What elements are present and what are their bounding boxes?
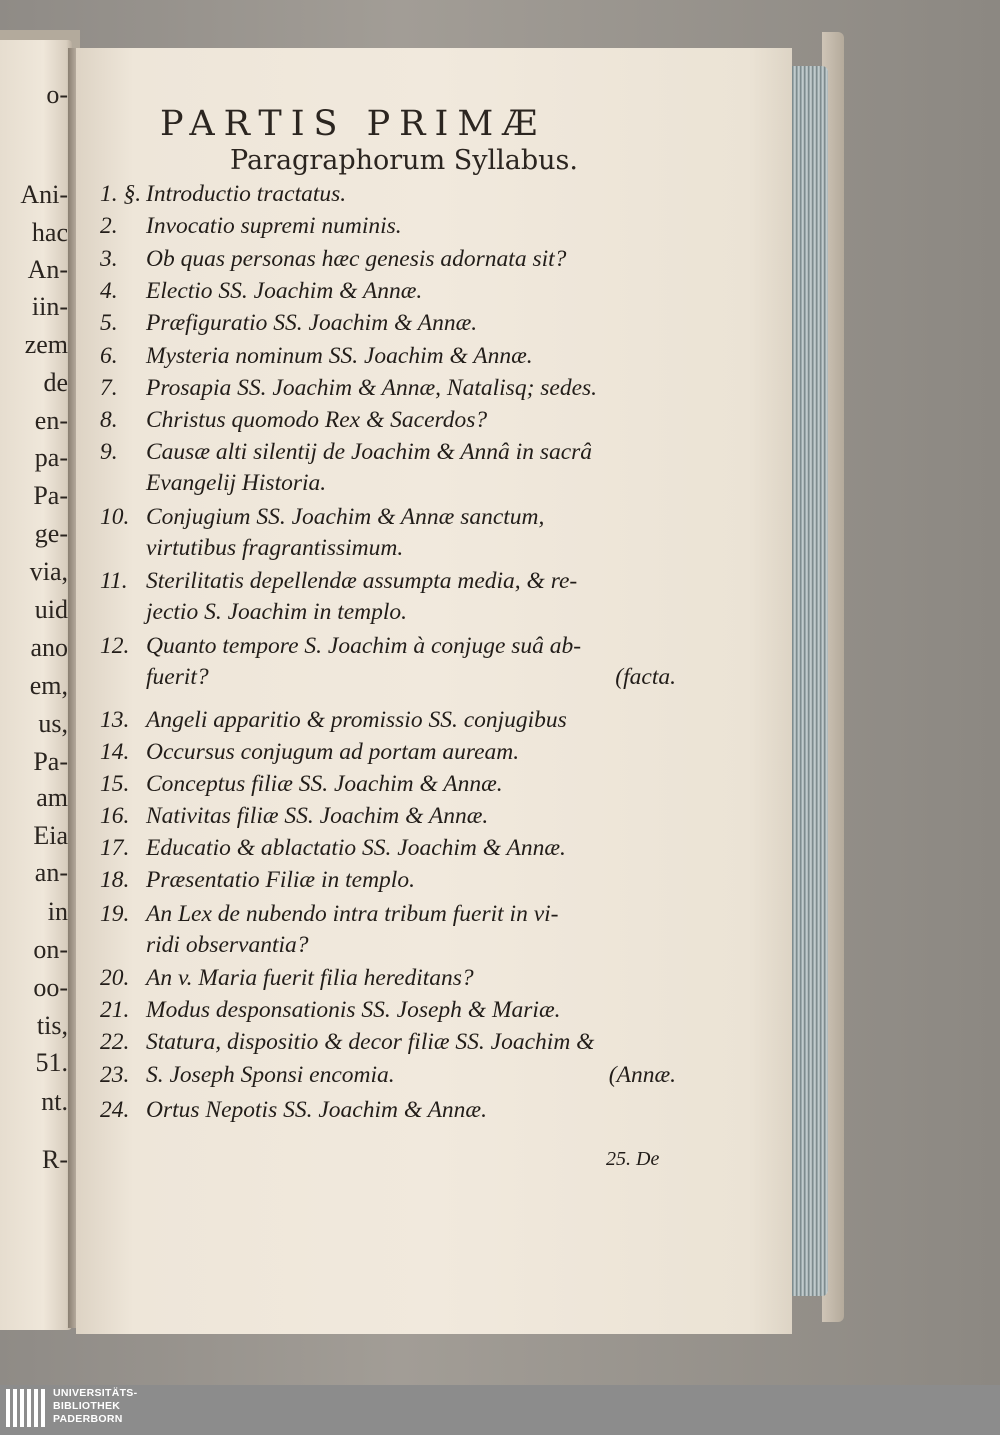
left-page-fragment: pa- — [34, 443, 68, 472]
entry-number: 7. — [100, 375, 118, 401]
left-page-fragment: tis, — [36, 1011, 68, 1040]
left-page-fragment: Ani- — [20, 180, 68, 209]
syllabus-entry — [100, 833, 680, 864]
syllabus-entry — [100, 244, 680, 275]
logo-line: UNIVERSITÄTS- — [53, 1387, 138, 1399]
entry-number: 22. — [100, 1029, 130, 1055]
syllabus-entry — [100, 1060, 680, 1091]
left-page-fragment: R- — [42, 1145, 68, 1174]
entry-text: Angeli apparitio & promissio SS. conjugibus — [146, 707, 567, 733]
syllabus-entry — [100, 1027, 680, 1058]
entry-text: Præsentatio Filiæ in templo. — [146, 867, 415, 893]
left-page-fragment: hac — [31, 218, 68, 247]
left-page-fragment: em, — [29, 671, 68, 700]
syllabus-entry — [100, 801, 680, 832]
entry-turnover: (Annæ. — [608, 1062, 676, 1088]
entry-number: 16. — [100, 803, 130, 829]
entry-text: Introductio tractatus. — [146, 181, 347, 207]
entry-text: Ob quas personas hæc genesis adornata sit? — [146, 246, 567, 272]
entry-text: Modus desponsationis SS. Joseph & Mariæ. — [146, 997, 561, 1023]
entry-text: Occursus conjugum ad portam auream. — [146, 739, 520, 765]
syllabus-entry — [100, 631, 680, 693]
entry-text: Sterilitatis depellendæ assumpta media, & re- — [146, 568, 578, 594]
page-title: PARTIS PRIMÆ — [160, 104, 547, 144]
entry-text: Nativitas filiæ SS. Joachim & Annæ. — [146, 803, 489, 829]
left-page-fragment: An- — [27, 255, 68, 284]
syllabus-entry — [100, 899, 680, 961]
logo-line: BIBLIOTHEK — [53, 1400, 121, 1412]
entry-text: An Lex de nubendo intra tribum fuerit in vi- — [146, 901, 559, 927]
entry-number: 15. — [100, 771, 130, 797]
entry-text: Mysteria nominum SS. Joachim & Annæ. — [146, 343, 533, 369]
syllabus-entry — [100, 865, 680, 896]
syllabus-entry — [100, 995, 680, 1026]
entry-number: 19. — [100, 901, 130, 927]
library-logo-icon — [6, 1389, 46, 1427]
left-page-fragment: uid — [34, 595, 68, 624]
syllabus-entry — [100, 737, 680, 768]
left-page-fragment: de — [43, 368, 68, 397]
syllabus-entry — [100, 437, 680, 499]
entry-text: Statura, dispositio & decor filiæ SS. Joachim & — [146, 1029, 595, 1055]
entry-continuation: fuerit? — [146, 664, 209, 690]
entry-text: Conceptus filiæ SS. Joachim & Annæ. — [146, 771, 503, 797]
syllabus-entry — [100, 963, 680, 994]
left-page-fragment: iin- — [31, 292, 68, 321]
left-page-fragment: 51. — [35, 1048, 68, 1077]
syllabus-entry — [100, 566, 680, 628]
entry-continuation: jectio S. Joachim in templo. — [146, 599, 408, 625]
entry-text: Christus quomodo Rex & Sacerdos? — [146, 407, 488, 433]
page-subtitle: Paragraphorum Syllabus. — [230, 145, 578, 176]
entry-number: 21. — [100, 997, 130, 1023]
entry-number: 1. §. — [100, 181, 142, 207]
left-page-fragment: Eia — [33, 821, 68, 850]
entry-text: An v. Maria fuerit filia hereditans? — [146, 965, 474, 991]
left-page-fragment: zem — [24, 330, 68, 359]
syllabus-entry — [100, 211, 680, 242]
entry-turnover: (facta. — [615, 664, 676, 690]
entry-text: Electio SS. Joachim & Annæ. — [146, 278, 423, 304]
left-page-fragment: on- — [33, 935, 68, 964]
entry-number: 10. — [100, 504, 130, 530]
left-page-fragment: am — [36, 783, 68, 812]
left-page-fragment: via, — [29, 557, 68, 586]
entry-number: 14. — [100, 739, 130, 765]
left-page-fragment: Pa- — [33, 747, 68, 776]
entry-text: Educatio & ablactatio SS. Joachim & Annæ. — [146, 835, 566, 861]
entry-number: 5. — [100, 310, 118, 336]
entry-text: Invocatio supremi numinis. — [146, 213, 402, 239]
left-page-fragment: ano — [30, 633, 68, 662]
syllabus-entry — [100, 341, 680, 372]
entry-number: 24. — [100, 1097, 130, 1123]
library-logo-text — [53, 1387, 137, 1426]
entry-text: Prosapia SS. Joachim & Annæ, Natalisq; sedes. — [146, 375, 598, 401]
left-page-fragment: nt. — [41, 1087, 68, 1116]
syllabus-entry — [100, 769, 680, 800]
left-page-fragment: Pa- — [33, 481, 68, 510]
left-page-fragment: en- — [34, 406, 68, 435]
syllabus-entry — [100, 1095, 680, 1126]
syllabus-entry — [100, 179, 680, 210]
entry-number: 8. — [100, 407, 118, 433]
entry-continuation: Evangelij Historia. — [146, 470, 327, 496]
entry-number: 6. — [100, 343, 118, 369]
entry-continuation: virtutibus fragrantissimum. — [146, 535, 404, 561]
entry-number: 13. — [100, 707, 130, 733]
syllabus-entry — [100, 705, 680, 736]
entry-number: 17. — [100, 835, 130, 861]
entry-number: 2. — [100, 213, 118, 239]
entry-text: Conjugium SS. Joachim & Annæ sanctum, — [146, 504, 545, 530]
footer-bar — [0, 1385, 1000, 1435]
entry-text: Causæ alti silentij de Joachim & Annâ in sacrâ — [146, 439, 593, 465]
syllabus-entry — [100, 276, 680, 307]
syllabus-entry — [100, 405, 680, 436]
entry-number: 3. — [100, 246, 118, 272]
left-page-fragment: in — [47, 897, 68, 926]
left-page-fragment: an- — [34, 858, 68, 887]
entry-text: Præfiguratio SS. Joachim & Annæ. — [146, 310, 478, 336]
entry-number: 20. — [100, 965, 130, 991]
entry-continuation: ridi observantia? — [146, 932, 309, 958]
entry-text: Quanto tempore S. Joachim à conjuge suâ ab- — [146, 633, 582, 659]
entry-number: 18. — [100, 867, 130, 893]
entry-text: Ortus Nepotis SS. Joachim & Annæ. — [146, 1097, 487, 1123]
syllabus-entry — [100, 308, 680, 339]
entry-number: 23. — [100, 1062, 130, 1088]
entry-number: 9. — [100, 439, 118, 465]
entry-number: 11. — [100, 568, 128, 594]
entry-number: 4. — [100, 278, 118, 304]
entry-text: S. Joseph Sponsi encomia. — [146, 1062, 395, 1088]
left-page-fragment: oo- — [33, 973, 68, 1002]
syllabus-entry — [100, 502, 680, 564]
entry-number: 12. — [100, 633, 130, 659]
syllabus-entry — [100, 373, 680, 404]
left-page-fragment: us, — [38, 709, 68, 738]
catchword: 25. De — [606, 1148, 660, 1170]
logo-line: PADERBORN — [53, 1413, 123, 1425]
left-page-fragment: o- — [46, 80, 68, 109]
left-page-fragment: ge- — [34, 519, 68, 548]
